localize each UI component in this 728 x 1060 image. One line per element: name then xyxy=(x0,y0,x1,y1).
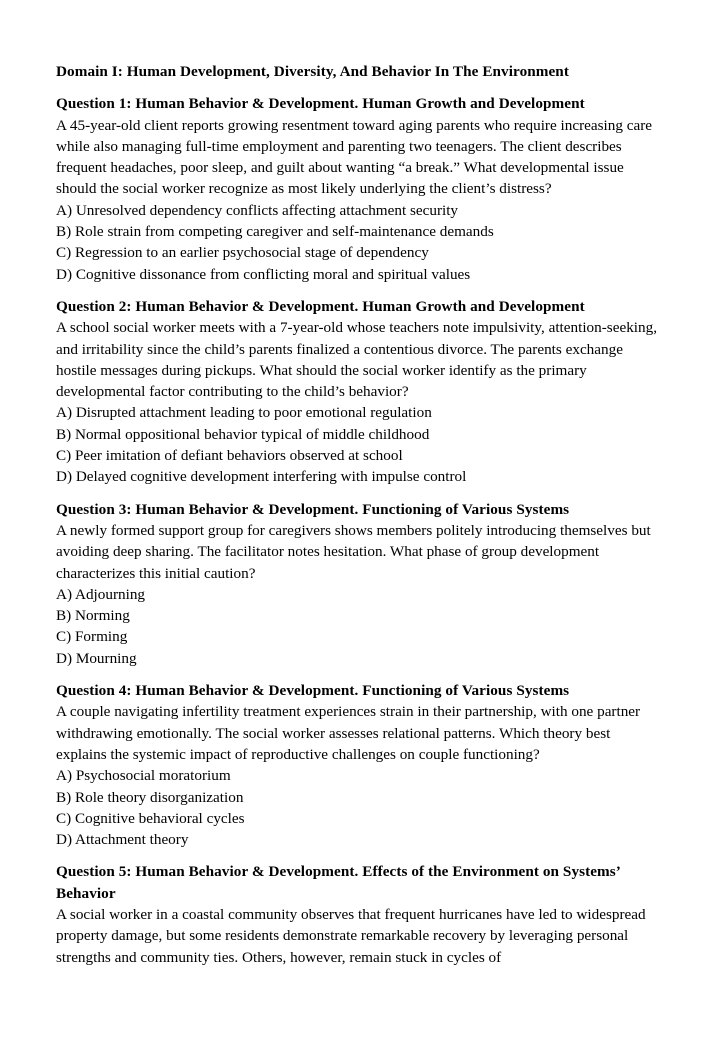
option-c[interactable]: C) Regression to an earlier psychosocial stage of dependency xyxy=(56,244,429,262)
question-options xyxy=(56,402,657,487)
option-b[interactable]: B) Role strain from competing caregiver and self-maintenance demands xyxy=(56,223,494,241)
option-d[interactable]: D) Mourning xyxy=(56,649,137,667)
question-heading: Question 1: Human Behavior & Development. Human Growth and Development xyxy=(56,95,585,113)
question-options xyxy=(56,200,657,285)
question-block-5 xyxy=(56,861,657,967)
option-b[interactable]: B) Role theory disorganization xyxy=(56,788,244,806)
question-heading: Question 3: Human Behavior & Development. Functioning of Various Systems xyxy=(56,500,570,518)
question-stem: A 45-year-old client reports growing resentment toward aging parents who require increasing care while also managing full-time employment and parenting two teenagers. The client describes frequent headaches, poor sleep, and guilt about wanting “a break.” What developmental issue should the social worker recognize as most likely underlying the client’s distress? xyxy=(56,116,653,198)
question-stem: A couple navigating infertility treatment experiences strain in their partnership, with one partner withdrawing emotionally. The social worker assesses relational patterns. Which theory best explains the systemic impact of reproductive challenges on couple functioning? xyxy=(56,703,641,763)
question-stem: A school social worker meets with a 7-year-old whose teachers note impulsivity, attention-seeking, and irritability since the child’s parents finalized a contentious divorce. The parents exchange hostile messages during pickups. What should the social worker identify as the primary developmental factor contributing to the child’s behavior? xyxy=(56,319,657,401)
option-c[interactable]: C) Peer imitation of defiant behaviors observed at school xyxy=(56,447,403,465)
question-block-2 xyxy=(56,296,657,488)
question-heading: Question 2: Human Behavior & Development. Human Growth and Development xyxy=(56,297,585,315)
option-d[interactable]: D) Cognitive dissonance from conflicting moral and spiritual values xyxy=(56,265,471,283)
question-block-4 xyxy=(56,680,657,850)
option-d[interactable]: D) Delayed cognitive development interfering with impulse control xyxy=(56,468,467,486)
document-content xyxy=(56,61,657,968)
question-heading: Question 5: Human Behavior & Development. Effects of the Environment on Systems’ Behavior xyxy=(56,863,620,902)
question-heading: Question 4: Human Behavior & Development. Functioning of Various Systems xyxy=(56,682,570,700)
option-b[interactable]: B) Norming xyxy=(56,607,130,625)
question-stem: A newly formed support group for caregivers shows members politely introducing themselves but avoiding deep sharing. The facilitator notes hesitation. What phase of group development characterizes this initial caution? xyxy=(56,521,651,582)
question-block-1 xyxy=(56,93,657,285)
domain-heading: Domain I: Human Development, Diversity, And Behavior In The Environment xyxy=(56,63,569,80)
option-a[interactable]: A) Psychosocial moratorium xyxy=(56,767,231,785)
option-a[interactable]: A) Adjourning xyxy=(56,585,146,603)
option-c[interactable]: C) Forming xyxy=(56,628,128,646)
question-options xyxy=(56,584,657,669)
option-a[interactable]: A) Unresolved dependency conflicts affecting attachment security xyxy=(56,201,459,219)
question-options xyxy=(56,765,657,850)
option-c[interactable]: C) Cognitive behavioral cycles xyxy=(56,809,245,827)
question-block-3 xyxy=(56,499,657,669)
option-b[interactable]: B) Normal oppositional behavior typical of middle childhood xyxy=(56,425,430,443)
option-a[interactable]: A) Disrupted attachment leading to poor emotional regulation xyxy=(56,404,432,422)
question-stem: A social worker in a coastal community observes that frequent hurricanes have led to widespread property damage, but some residents demonstrate remarkable recovery by leveraging personal strengths and community ties. Others, however, remain stuck in cycles of xyxy=(56,905,646,966)
option-d[interactable]: D) Attachment theory xyxy=(56,831,189,849)
